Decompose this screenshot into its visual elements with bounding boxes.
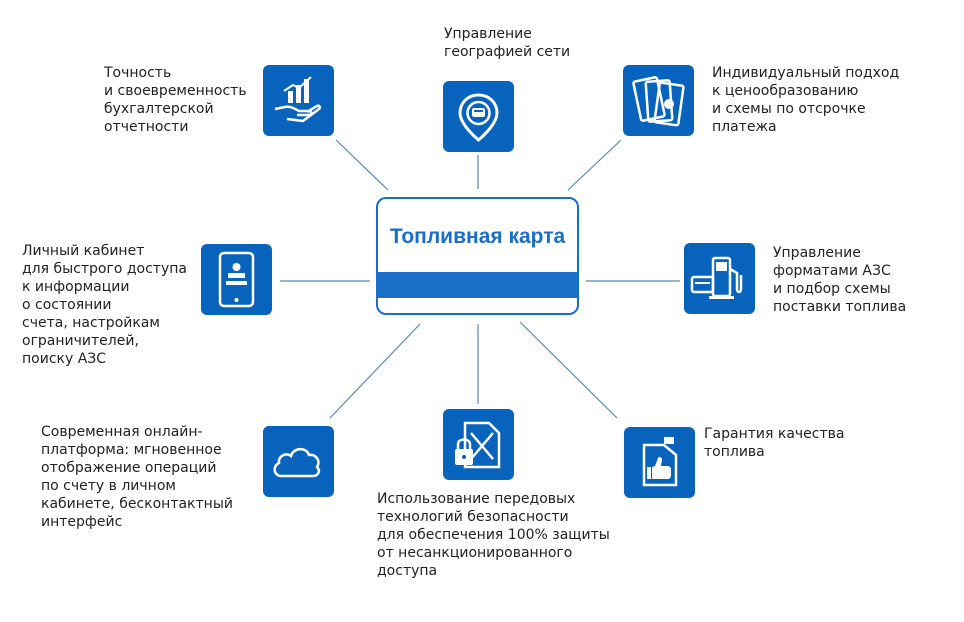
label-pricing: Индивидуальный подход к ценообразованию и схемы по отсрочке платежа [712, 65, 900, 135]
label-platform: Современная онлайн- платформа: мгновенное отображение операций по счету в личном кабинете, бесконтактный интерфейс [41, 424, 233, 530]
fuel-card-center [376, 197, 579, 315]
connector-platform [330, 324, 420, 418]
label-accounting: Точность и своевременность бухгалтерской отчетности [104, 65, 247, 135]
cloud-icon [263, 426, 334, 497]
label-geo: Управление географией сети [444, 26, 571, 60]
canister-thumbs-up-icon [624, 427, 695, 498]
label-security: Использование передовых технологий безопасности для обеспечения 100% защиты от несанкционированного доступа [377, 491, 610, 579]
tablet-icon [201, 244, 272, 315]
label-formats: Управление форматами АЗС и подбор схемы поставки топлива [773, 245, 907, 315]
money-bills-icon [623, 65, 694, 136]
fuel-card-title: Топливная карта [389, 225, 566, 248]
fuel-card-stripe [378, 272, 577, 298]
fuel-pump-icon [684, 243, 755, 314]
connector-quality [520, 322, 617, 418]
label-quality: Гарантия качества топлива [704, 426, 845, 460]
canister-lock-icon [443, 409, 514, 480]
map-pin-icon [443, 81, 514, 152]
label-cabinet: Личный кабинет для быстрого доступа к информации о состоянии счета, настройкам ограничителей, поиску АЗС [22, 243, 187, 367]
connector-accounting [336, 140, 388, 190]
connector-pricing [568, 140, 621, 190]
growth-chart-hand-icon [263, 65, 334, 136]
